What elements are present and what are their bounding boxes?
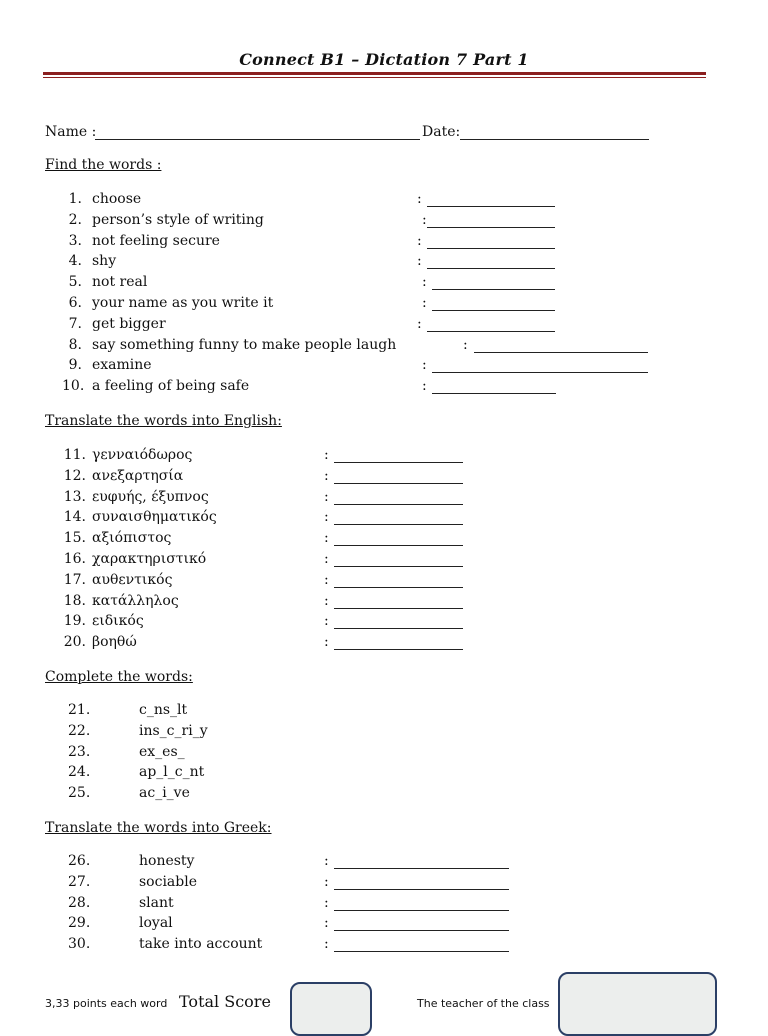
item-prompt: loyal xyxy=(139,915,173,932)
colon: : xyxy=(422,295,427,311)
item-number: 4. xyxy=(68,253,82,270)
item-number: 5. xyxy=(68,274,82,291)
item-number: 9. xyxy=(68,357,82,374)
colon: : xyxy=(324,873,329,890)
item-prompt: take into account xyxy=(139,936,263,953)
colon: : xyxy=(324,613,329,630)
answer-line[interactable] xyxy=(432,393,556,394)
answer-line[interactable] xyxy=(427,227,555,228)
item-prompt: ευφυής, έξυπνος xyxy=(92,488,209,505)
item-prompt: βοηθώ xyxy=(92,634,137,651)
answer-line[interactable] xyxy=(334,649,463,650)
section3-heading: Complete the words: xyxy=(45,669,193,685)
item-word: ac_i_ve xyxy=(139,785,190,802)
item-number: 10. xyxy=(62,378,85,395)
item-number: 14. xyxy=(63,509,86,526)
item-number: 22. xyxy=(68,722,91,739)
item-number: 18. xyxy=(63,592,86,609)
item-prompt: examine xyxy=(92,357,152,374)
date-field[interactable] xyxy=(460,139,649,140)
answer-line[interactable] xyxy=(432,372,648,373)
item-prompt: honesty xyxy=(139,853,195,869)
colon: : xyxy=(422,274,427,291)
answer-line[interactable] xyxy=(334,868,509,869)
item-prompt: your name as you write it xyxy=(92,295,274,311)
answer-line[interactable] xyxy=(427,331,555,332)
answer-line[interactable] xyxy=(334,951,509,952)
item-number: 20. xyxy=(63,634,86,651)
item-prompt: slant xyxy=(139,894,174,911)
item-prompt: γενναιόδωρος xyxy=(92,447,193,463)
answer-line[interactable] xyxy=(334,910,509,911)
colon: : xyxy=(463,336,468,353)
total-score-box[interactable] xyxy=(290,982,372,1036)
item-prompt: χαρακτηριστικό xyxy=(92,551,207,567)
total-score-label: Total Score xyxy=(179,992,271,1011)
item-prompt: not real xyxy=(92,274,148,291)
item-prompt: αξιόπιστος xyxy=(92,530,172,547)
colon: : xyxy=(324,571,329,588)
item-prompt: ανεξαρτησία xyxy=(92,467,184,484)
item-word: ex_es_ xyxy=(139,743,185,760)
item-number: 30. xyxy=(68,936,91,953)
colon: : xyxy=(417,253,422,270)
colon: : xyxy=(324,509,329,526)
answer-line[interactable] xyxy=(334,566,463,567)
item-word: ap_l_c_nt xyxy=(139,764,205,781)
answer-line[interactable] xyxy=(334,628,463,629)
answer-line[interactable] xyxy=(334,587,463,588)
item-number: 11. xyxy=(63,447,86,463)
item-number: 17. xyxy=(63,571,86,588)
answer-line[interactable] xyxy=(334,930,509,931)
item-prompt: sociable xyxy=(139,873,198,890)
item-prompt: shy xyxy=(92,253,117,270)
answer-line[interactable] xyxy=(427,268,555,269)
item-prompt: ειδικός xyxy=(92,613,144,630)
answer-line[interactable] xyxy=(427,206,555,207)
colon: : xyxy=(324,634,329,651)
item-word: ins_c_ri_y xyxy=(139,722,208,739)
colon: : xyxy=(417,191,422,207)
name-label: Name : xyxy=(45,124,97,140)
item-number: 7. xyxy=(68,315,82,332)
item-number: 28. xyxy=(68,894,91,911)
item-prompt: person’s style of writing xyxy=(92,211,264,228)
item-number: 16. xyxy=(63,551,86,567)
item-number: 24. xyxy=(68,764,91,781)
colon: : xyxy=(324,592,329,609)
item-word: c_ns_lt xyxy=(139,702,188,718)
colon: : xyxy=(422,357,427,374)
colon: : xyxy=(417,232,422,249)
item-number: 29. xyxy=(68,915,91,932)
colon: : xyxy=(324,488,329,505)
answer-line[interactable] xyxy=(334,524,463,525)
item-prompt: κατάλληλος xyxy=(92,592,179,609)
colon: : xyxy=(324,853,329,869)
answer-line[interactable] xyxy=(432,289,555,290)
section2-heading: Translate the words into English: xyxy=(45,413,282,429)
section4-heading: Translate the words into Greek: xyxy=(45,820,272,836)
item-number: 15. xyxy=(63,530,86,547)
colon: : xyxy=(324,447,329,463)
title-rule-top xyxy=(43,72,706,75)
item-prompt: choose xyxy=(92,191,142,207)
answer-line[interactable] xyxy=(432,310,555,311)
colon: : xyxy=(417,315,422,332)
answer-line[interactable] xyxy=(334,483,463,484)
colon: : xyxy=(422,211,427,228)
item-prompt: συναισθηματικός xyxy=(92,509,217,526)
item-number: 23. xyxy=(68,743,91,760)
teacher-label: The teacher of the class xyxy=(417,997,550,1010)
item-number: 13. xyxy=(63,488,86,505)
name-field[interactable] xyxy=(95,139,420,140)
answer-line[interactable] xyxy=(334,889,509,890)
teacher-signature-box[interactable] xyxy=(558,972,717,1036)
answer-line[interactable] xyxy=(334,545,463,546)
answer-line[interactable] xyxy=(334,504,463,505)
item-number: 19. xyxy=(63,613,86,630)
item-prompt: get bigger xyxy=(92,315,166,332)
colon: : xyxy=(324,894,329,911)
item-number: 21. xyxy=(68,702,91,718)
colon: : xyxy=(422,378,427,395)
item-number: 6. xyxy=(68,295,82,311)
item-number: 25. xyxy=(68,785,91,802)
item-prompt: not feeling secure xyxy=(92,232,220,249)
item-number: 26. xyxy=(68,853,91,869)
item-number: 12. xyxy=(63,467,86,484)
colon: : xyxy=(324,530,329,547)
points-text: 3,33 points each word xyxy=(45,997,168,1010)
item-number: 8. xyxy=(68,336,82,353)
item-prompt: a feeling of being safe xyxy=(92,378,250,395)
item-number: 2. xyxy=(68,211,82,228)
colon: : xyxy=(324,915,329,932)
answer-line[interactable] xyxy=(427,248,555,249)
colon: : xyxy=(324,551,329,567)
answer-line[interactable] xyxy=(334,462,463,463)
title-rule-bottom xyxy=(43,77,706,78)
colon: : xyxy=(324,936,329,953)
item-number: 27. xyxy=(68,873,91,890)
section1-heading: Find the words : xyxy=(45,157,162,173)
page-title: Connect B1 – Dictation 7 Part 1 xyxy=(239,50,529,69)
item-prompt: αυθεντικός xyxy=(92,571,173,588)
answer-line[interactable] xyxy=(334,608,463,609)
answer-line[interactable] xyxy=(474,352,648,353)
item-number: 1. xyxy=(68,191,82,207)
item-number: 3. xyxy=(68,232,82,249)
item-prompt: say something funny to make people laugh xyxy=(92,336,397,353)
date-label: Date: xyxy=(422,124,461,140)
colon: : xyxy=(324,467,329,484)
